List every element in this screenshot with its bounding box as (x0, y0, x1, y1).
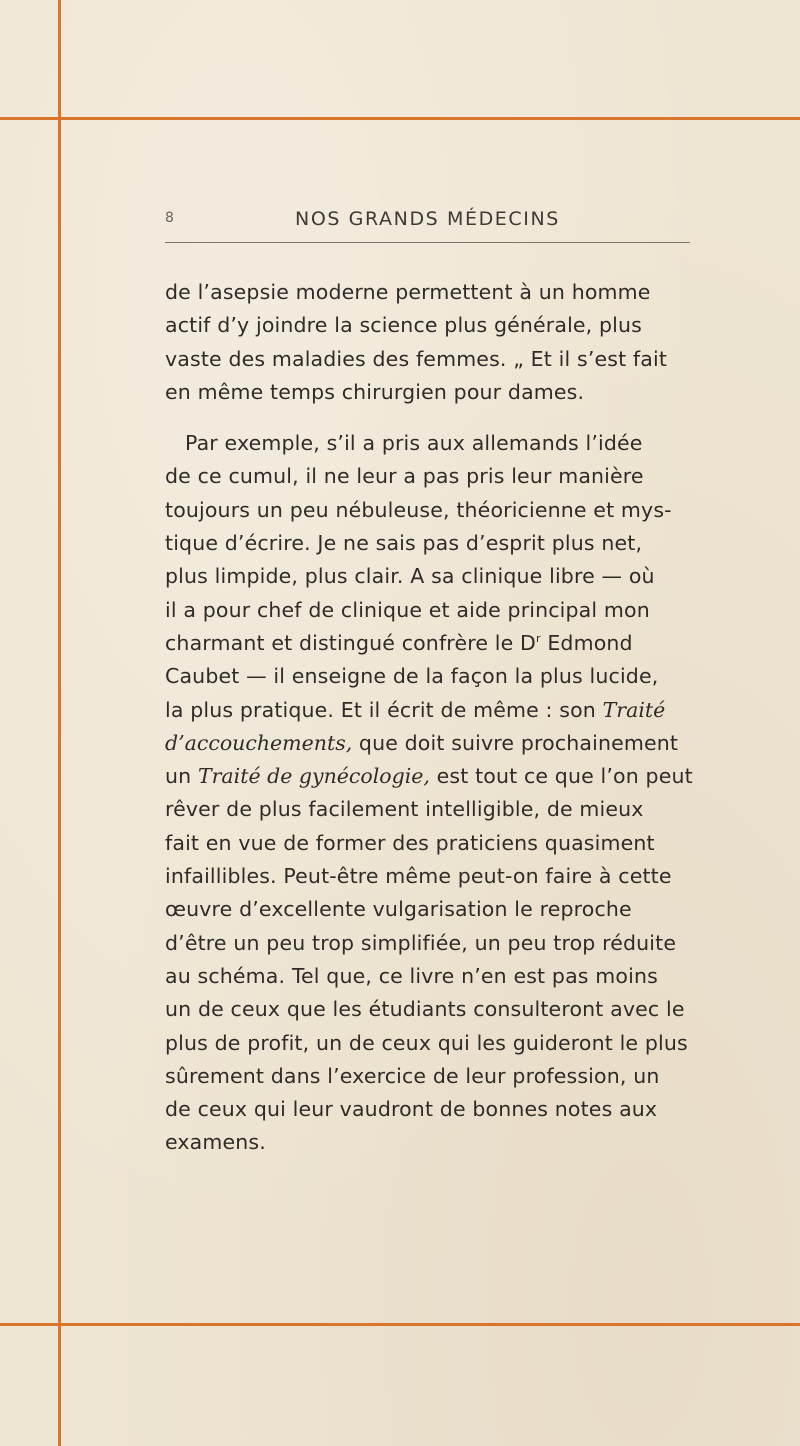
text-line: Par exemple, s’il a pris aux allemands l’idée (185, 431, 643, 456)
text-line: sûrement dans l’exercice de leur profession, un (165, 1063, 660, 1088)
bottom-crop-rule (0, 1323, 800, 1326)
page-header (165, 208, 690, 240)
paragraph-2-cont (165, 460, 705, 1159)
running-head: NOS GRANDS MÉDECINS (295, 208, 560, 230)
text-span: un (165, 764, 198, 789)
book-title-italic: Traité de gynécologie, (197, 764, 430, 789)
text-line (165, 694, 705, 727)
text-line: œuvre d’excellente vulgarisation le reproche (165, 897, 632, 922)
text-line: plus de profit, un de ceux qui les guideront le plus (165, 1030, 688, 1055)
text-line: examens. (165, 1130, 266, 1155)
text-line: d’être un peu trop simplifiée, un peu trop réduite (165, 930, 677, 955)
text-line (165, 627, 705, 660)
text-span: la plus pratique. Et il écrit de même : son (165, 697, 603, 722)
book-title-italic: d’accouchements, (165, 730, 353, 755)
text-line: de ceux qui leur vaudront de bonnes notes aux (165, 1097, 658, 1122)
text-line (165, 727, 705, 760)
vertical-margin-rule (58, 0, 61, 1446)
text-line: fait en vue de former des praticiens quasiment (165, 830, 655, 855)
body-text (165, 276, 705, 1160)
superscript: r (535, 632, 541, 646)
paragraph-2 (165, 427, 705, 460)
text-line: Caubet — il enseigne de la façon la plus lucide, (165, 664, 659, 689)
text-line: rêver de plus facilement intelligible, de mieux (165, 797, 644, 822)
page-number: 8 (165, 210, 174, 226)
text-line (165, 760, 705, 793)
text-line: de ce cumul, il ne leur a pas pris leur manière (165, 464, 644, 489)
text-line: au schéma. Tel que, ce livre n’en est pas moins (165, 963, 658, 988)
text-line: toujours un peu nébuleuse, théoricienne et mys- (165, 497, 672, 522)
text-line: actif d’y joindre la science plus générale, plus (165, 313, 642, 338)
text-line: tique d’écrire. Je ne sais pas d’esprit plus net, (165, 531, 643, 556)
top-crop-rule (0, 117, 800, 120)
text-line: plus limpide, plus clair. A sa clinique libre — où (165, 564, 655, 589)
text-span: que doit suivre prochainement (352, 730, 679, 755)
text-span: Edmond (540, 630, 633, 655)
text-line: il a pour chef de clinique et aide principal mon (165, 597, 650, 622)
text-line: de l’asepsie moderne permettent à un homme (165, 280, 651, 304)
text-line: infaillibles. Peut-être même peut-on faire à cette (165, 864, 672, 889)
book-title-italic: Traité (602, 697, 666, 722)
text-span: charmant et distingué confrère le D (165, 630, 536, 655)
text-line: en même temps chirurgien pour dames. (165, 379, 585, 404)
header-rule (165, 242, 690, 243)
paragraph-1 (165, 276, 705, 409)
text-line: vaste des maladies des femmes. „ Et il s’est fait (165, 346, 668, 371)
text-line: un de ceux que les étudiants consulteront avec le (165, 997, 685, 1022)
text-span: est tout ce que l’on peut (429, 764, 693, 789)
